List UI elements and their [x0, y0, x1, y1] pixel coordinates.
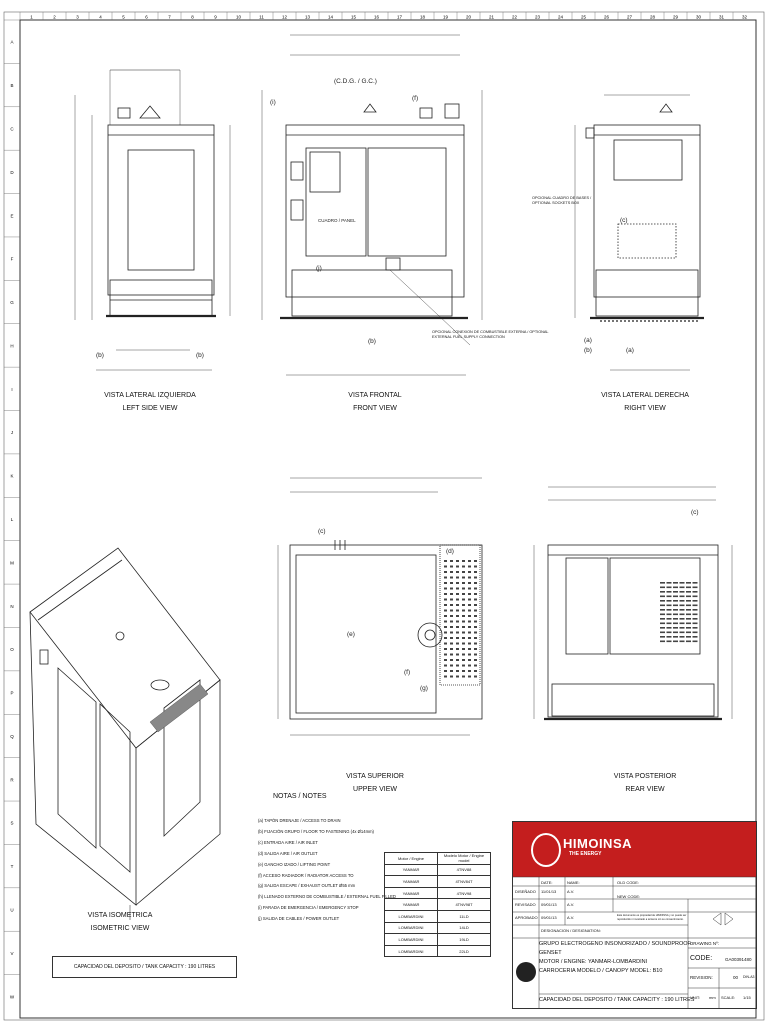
- ruler-letter: T: [10, 864, 14, 870]
- ruler-letter: U: [10, 907, 14, 913]
- revision-row-date: 11/01/13: [541, 889, 557, 894]
- ruler-number: 3: [76, 14, 79, 20]
- ruler-number: 18: [419, 14, 426, 20]
- callout-e-upper: (e): [347, 631, 355, 638]
- ruler-number: 23: [534, 14, 541, 20]
- engine-cell: YANMAR: [385, 864, 438, 876]
- ruler-letter: P: [10, 690, 14, 696]
- note-item: (e) GANCHO IZADO / LIFTING POINT: [258, 861, 331, 867]
- brand-tagline: THE ENERGY: [569, 851, 602, 857]
- ruler-number: 5: [122, 14, 125, 20]
- ruler-letter: V: [10, 950, 14, 956]
- ruler-letter: M: [10, 560, 14, 566]
- cdg-callout: (C.D.G. / G.C.): [334, 78, 377, 85]
- ruler-number: 17: [396, 14, 403, 20]
- scale-value: 1/15: [743, 995, 751, 1000]
- callout-b-left-2: (b): [196, 352, 204, 359]
- revision-row-date: 09/01/13: [541, 902, 557, 907]
- revision-row-label: REVISADO: [515, 902, 536, 907]
- engine-model-cell: 4TNV84T: [438, 876, 491, 888]
- ruler-letter: N: [10, 603, 14, 609]
- ruler-letter: B: [10, 83, 14, 89]
- ruler-letter: I: [11, 386, 13, 392]
- code-label: CODE:: [690, 955, 713, 962]
- revision-row-name: A.V.: [567, 915, 575, 920]
- iso-view-title-es: VISTA ISOMETRICA: [87, 912, 153, 919]
- ruler-number: 6: [145, 14, 148, 20]
- revision-row-date: 09/01/13: [541, 915, 557, 920]
- engine-model-cell: 22LD: [438, 945, 491, 957]
- note-item: (j) SALIDA DE CABLES / POWER OUTLET: [258, 916, 340, 922]
- engine-table-header-model: Modelo Motor / Engine model: [438, 853, 491, 865]
- callout-b-front: (b): [368, 338, 376, 345]
- ruler-letter: F: [10, 256, 14, 262]
- engine-cell: LOMBARDINI: [385, 910, 438, 922]
- designation-label: DESIGNACION / DESIGNATION:: [541, 928, 601, 933]
- table-row: [385, 864, 491, 876]
- designation-text: [539, 940, 699, 976]
- isometric-view: [30, 548, 220, 920]
- tank-capacity-box: CAPACIDAD DEL DEPOSITO / TANK CAPACITY : 190 LITRES: [52, 956, 237, 978]
- table-row: [385, 876, 491, 888]
- table-row: [385, 899, 491, 911]
- name-header: NAME:: [567, 880, 580, 885]
- engine-model-cell: 4TNV98: [438, 887, 491, 899]
- upper-view-title-es: VISTA SUPERIOR: [346, 773, 404, 780]
- engine-model-cell: 11LD: [438, 910, 491, 922]
- designation-line-3: CARROCERIA MODELO / CANOPY MODEL: B10: [539, 968, 663, 974]
- engine-model-cell: 4TNV88: [438, 864, 491, 876]
- rear-view-title-es: VISTA POSTERIOR: [613, 773, 677, 780]
- optional-fuel-note: OPCIONAL CONEXION DE COMBUSTIBLE EXTERNA / OPTIONAL EXTERNAL FUEL SUPPLY CONNECTION: [432, 330, 549, 339]
- ruler-number: 22: [511, 14, 518, 20]
- note-item: (d) SALIDA AIRE / AIR OUTLET: [258, 850, 318, 856]
- ruler-number: 1: [30, 14, 33, 20]
- callout-d-upper: (d): [446, 548, 454, 555]
- notes-title: NOTAS / NOTES: [273, 793, 327, 800]
- ruler-number: 20: [465, 14, 472, 20]
- legal-notice: Este documento es propiedad de HIMOINSA y no puede ser reproducido ni mostrado a terceros sin su consentimiento.: [617, 914, 687, 921]
- designation-line-1: GRUPO ELECTROGENO INSONORIZADO / SOUNDPROOF GENSET: [539, 941, 691, 956]
- ruler-number: 11: [259, 14, 264, 20]
- ruler-letter: G: [10, 300, 14, 306]
- front-view-title-en: FRONT VIEW: [353, 405, 397, 412]
- ruler-letter: A: [10, 39, 14, 45]
- ruler-letter: J: [10, 430, 14, 436]
- ruler-number: 31: [718, 14, 725, 20]
- right-view-title-es: VISTA LATERAL DERECHA: [601, 392, 689, 399]
- title-block: [512, 821, 757, 1009]
- ruler-number: 25: [580, 14, 587, 20]
- callout-c-rear: (c): [691, 509, 699, 516]
- note-item: (c) ENTRADA AIRE / AIR INLET: [258, 839, 318, 845]
- revision-value: 00: [733, 975, 739, 980]
- callout-f-upper: (f): [404, 669, 411, 676]
- ruler-number: 10: [235, 14, 242, 20]
- ruler-number: 13: [304, 14, 311, 20]
- right-side-view: [575, 95, 704, 370]
- table-row: [385, 887, 491, 899]
- ruler-number: 15: [350, 14, 357, 20]
- ruler-number: 24: [557, 14, 564, 20]
- engine-cell: LOMBARDINI: [385, 934, 438, 946]
- engine-model-cell: 19LD: [438, 934, 491, 946]
- note-item: (i) PARADA DE EMERGENCIA / EMERGENCY STOP: [258, 905, 359, 911]
- callout-a-right-2: (a): [626, 347, 634, 354]
- engine-cell: YANMAR: [385, 876, 438, 888]
- ruler-number: 28: [649, 14, 656, 20]
- unit-value: mm: [709, 995, 716, 1000]
- ruler-number: 29: [672, 14, 679, 20]
- ruler-letter: W: [9, 994, 15, 1000]
- revision-row-name: A.V.: [567, 889, 575, 894]
- scale-label: SCALE:: [721, 995, 736, 1000]
- table-row: [385, 934, 491, 946]
- engine-cell: LOMBARDINI: [385, 945, 438, 957]
- engine-table: [384, 852, 491, 957]
- ruler-letter: D: [10, 169, 14, 175]
- ruler-number: 26: [603, 14, 610, 20]
- revision-label: REVISION:: [690, 975, 713, 980]
- ruler-number: 2: [53, 14, 56, 20]
- upper-view: [278, 478, 482, 735]
- front-view-title-es: VISTA FRONTAL: [348, 392, 402, 399]
- ruler-number: 19: [442, 14, 449, 20]
- ruler-number: 16: [373, 14, 380, 20]
- old-code-label: OLD CODE:: [617, 880, 640, 885]
- engine-cell: YANMAR: [385, 899, 438, 911]
- ruler-letter: R: [10, 777, 14, 783]
- designation-line-2: MOTOR / ENGINE: YANMAR-LOMBARDINI: [539, 959, 648, 965]
- capacity-footer: CAPACIDAD DEL DEPOSITO / TANK CAPACITY : 190 LITRES: [539, 997, 695, 1003]
- table-row: [385, 945, 491, 957]
- drawing-number-label: DRAWING Nº:: [690, 941, 719, 946]
- ruler-number: 27: [626, 14, 633, 20]
- front-view: [262, 35, 482, 375]
- engine-model-cell: 14LD: [438, 922, 491, 934]
- left-view-title-es: VISTA LATERAL IZQUIERDA: [104, 392, 196, 399]
- engine-model-cell: 4TNV98T: [438, 899, 491, 911]
- optional-sockets-note: OPCIONAL CUADRO DE BASES / OPTIONAL SOCKETS BOX: [532, 196, 592, 205]
- revision-row-label: APROBADO: [515, 915, 538, 920]
- ruler-number: 8: [191, 14, 194, 20]
- callout-i-front: (i): [270, 99, 276, 106]
- panel-label: CUADRO / PANEL: [318, 218, 356, 223]
- note-item: (b) FIJACIÓN GRUPO / FLOOR TO FASTENING (4x Ø14mm): [258, 828, 374, 834]
- callout-f-front: (f): [412, 95, 419, 102]
- callout-j-front: (j): [316, 265, 322, 272]
- ruler-letter: H: [10, 343, 14, 349]
- ruler-number: 32: [741, 14, 748, 20]
- notes-list: [258, 816, 396, 925]
- left-side-view: [75, 70, 230, 370]
- note-item: (h) LLENADO EXTERNO DE COMBUSTIBLE / EXTERNAL FUEL FILLED: [258, 894, 396, 900]
- ruler-number: 14: [327, 14, 334, 20]
- ruler-letter: K: [10, 473, 14, 479]
- table-row: [385, 922, 491, 934]
- engine-cell: LOMBARDINI: [385, 922, 438, 934]
- brand-name: HIMOINSA: [563, 836, 632, 851]
- note-item: (g) SALIDA ESCAPE / EXHAUST OUTLET Ø55 mm: [258, 883, 356, 889]
- left-view-title-en: LEFT SIDE VIEW: [122, 405, 178, 412]
- ruler-letter: E: [10, 213, 14, 219]
- note-item: (a) TAPÓN DRENAJE / ACCESS TO DRAIN: [258, 818, 341, 823]
- unit-label: UNIT:: [690, 995, 700, 1000]
- ruler-letter: O: [10, 647, 14, 653]
- callout-b-left: (b): [96, 352, 104, 359]
- callout-a-right: (a): [584, 337, 592, 344]
- revision-row-label: DISEÑADO: [515, 889, 536, 894]
- ruler-number: 4: [99, 14, 102, 20]
- callout-b-right: (b): [584, 347, 592, 354]
- ruler-number: 12: [281, 14, 288, 20]
- iso-view-title-en: ISOMETRIC VIEW: [90, 925, 150, 932]
- note-item: (f) ACCESO RADIADOR / RADIATOR ACCESS TO: [258, 872, 354, 878]
- right-view-title-en: RIGHT VIEW: [624, 405, 666, 412]
- ruler-number: 21: [488, 14, 495, 20]
- date-header: DATE:: [541, 880, 553, 885]
- table-row: [385, 910, 491, 922]
- engine-cell: YANMAR: [385, 887, 438, 899]
- callout-c-upper: (c): [318, 528, 326, 535]
- upper-view-title-en: UPPER VIEW: [353, 786, 397, 793]
- engine-table-header-engine: Motor / Engine: [385, 853, 438, 865]
- rear-view: [534, 487, 732, 719]
- ruler-letter: L: [10, 517, 14, 522]
- ruler-letter: S: [10, 820, 14, 826]
- rear-view-title-en: REAR VIEW: [625, 786, 665, 793]
- new-code-label: NEW CODE:: [617, 894, 641, 899]
- callout-c-right: (c): [620, 217, 628, 224]
- ruler-number: 9: [214, 14, 217, 20]
- ruler-letter: C: [10, 126, 14, 132]
- code-value: GA00391480: [725, 957, 752, 962]
- ruler-number: 7: [168, 14, 171, 20]
- ruler-letter: Q: [10, 733, 14, 739]
- callout-g-upper: (g): [420, 685, 428, 692]
- revision-row-name: A.V.: [567, 902, 575, 907]
- ruler-number: 30: [695, 14, 702, 20]
- sheet-format: DIN-A3: [743, 975, 755, 979]
